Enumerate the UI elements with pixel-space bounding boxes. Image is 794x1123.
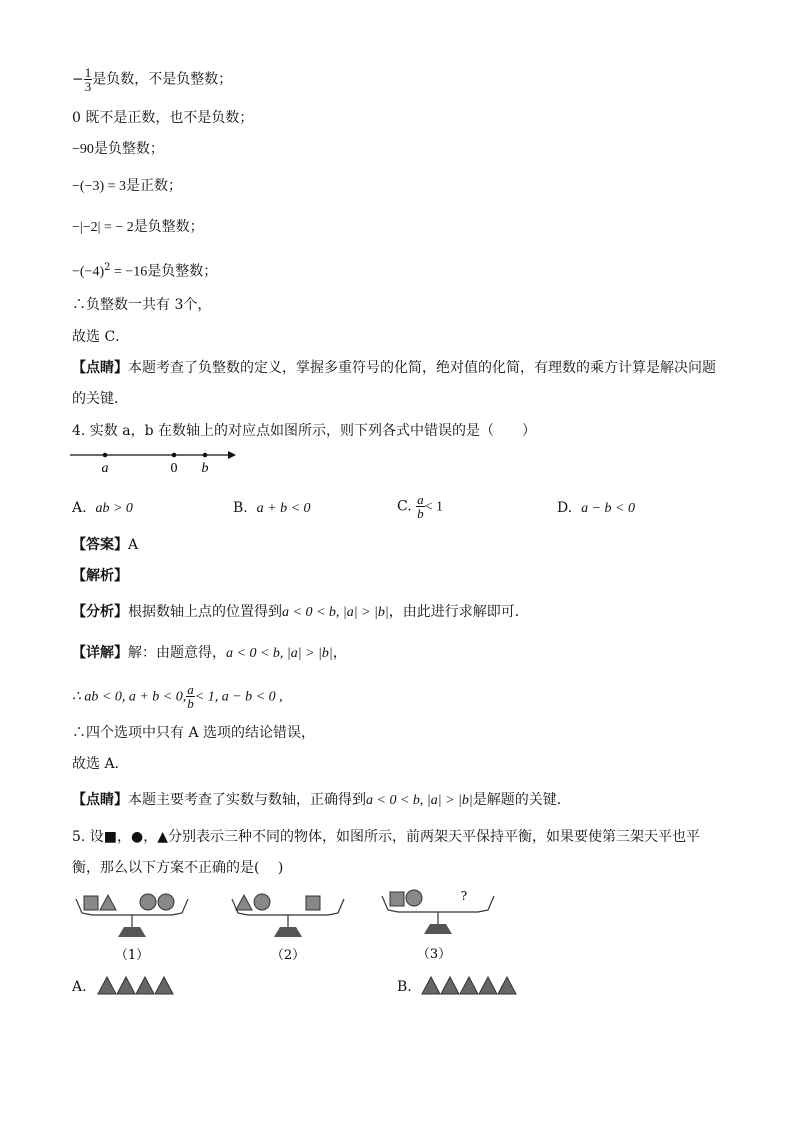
triangle-icon (498, 977, 516, 994)
q4-option-d[interactable]: D. a − b < 0 (557, 500, 635, 516)
q4-dianjing: 【点睛】本题主要考查了实数与数轴，正确得到a < 0 < b, |a| > |b|是解题的关键． (72, 792, 571, 808)
q4-option-a[interactable]: A. ab > 0 (72, 500, 133, 516)
q4-answer: 【答案】A (72, 537, 139, 553)
q5-stem-1: 5. 设■，●，▲分别表示三种不同的物体，如图所示，前两架天平保持平衡，如果要使第三架天平也平 (72, 829, 701, 845)
line-neg-one-third: − $\frac{1}{3}$ 是负数，不是负整数； (72, 65, 233, 94)
question-mark: ? (460, 889, 468, 903)
square-object (84, 896, 98, 910)
line-neg-neg-three: −(−3) = 3是正数； (72, 178, 183, 194)
q5-option-b-triangles[interactable] (420, 974, 520, 998)
q4-option-c[interactable]: C. $\frac{a}{b}$ < 1 (397, 492, 444, 521)
line-neg-ninety: −90是负整数； (72, 141, 164, 157)
line-zero: 0 既不是正数，也不是负数； (72, 110, 254, 126)
fraction-one-third: $\frac{1}{3}$ (84, 65, 92, 94)
circle-object (158, 894, 174, 910)
triangle-icon (136, 977, 154, 994)
triangle-icon (479, 977, 497, 994)
scale-2-label: （2） (270, 948, 306, 963)
triangle-icon (441, 977, 459, 994)
number-line (70, 445, 250, 477)
axis-label-a: a (101, 461, 109, 476)
triangle-icon (155, 977, 173, 994)
q5-option-a-triangles[interactable] (96, 974, 180, 998)
q4-choose: 故选 A． (72, 756, 129, 772)
circle-object (140, 894, 156, 910)
square-object (390, 892, 404, 906)
circle-object (254, 894, 270, 910)
line-count: ∴负整数一共有 3个， (72, 297, 212, 313)
triangle-icon (422, 977, 440, 994)
scale-1-label: （1） (114, 948, 150, 963)
triangle-icon (98, 977, 116, 994)
line-abs-two: −|−2| = − 2是负整数； (72, 219, 204, 235)
line-neg-four-squared: $-(-4)^2 = -16$是负整数； (72, 262, 218, 280)
triangle-object (100, 895, 116, 910)
q4-conclusion: ∴四个选项中只有 A 选项的结论错误， (72, 725, 316, 741)
q4-therefore: ∴ ab < 0, a + b < 0, $\frac{a}{b}$ < 1, a − b < 0 , (72, 682, 283, 711)
q4-fenxi: 【分析】根据数轴上点的位置得到a < 0 < b, |a| > |b|，由此进行求解即可． (72, 604, 529, 620)
q4-option-b[interactable]: B. a + b < 0 (233, 500, 311, 516)
line-dianjing-2: 的关键． (72, 391, 128, 407)
q4-stem: 4. 实数 a，b 在数轴上的对应点如图所示，则下列各式中错误的是（ ） (72, 423, 537, 439)
line-choose-c: 故选 C． (72, 329, 130, 345)
square-object (306, 896, 320, 910)
q4-analysis-tag: 【解析】 (72, 568, 128, 584)
axis-label-0: 0 (170, 461, 178, 476)
q5-option-a[interactable]: A. (72, 979, 87, 995)
scale-3-label: （3） (416, 947, 452, 962)
triangle-icon (460, 977, 478, 994)
circle-object (406, 890, 422, 906)
balance-scale-2 (228, 885, 348, 965)
line-dianjing-1: 【点睛】本题考查了负整数的定义，掌握多重符号的化简，绝对值的化简，有理数的乘方计算是解决问题 (72, 360, 716, 376)
balance-scale-3 (378, 882, 498, 962)
triangle-object (236, 895, 252, 910)
axis-label-b: b (201, 461, 209, 476)
q5-stem-2: 衡，那么以下方案不正确的是( ) (72, 860, 284, 876)
triangle-icon (117, 977, 135, 994)
q4-xiangjie: 【详解】解：由题意得，a < 0 < b, |a| > |b|， (72, 645, 347, 661)
balance-scale-1 (72, 885, 192, 965)
q5-option-b[interactable]: B. (397, 979, 412, 995)
